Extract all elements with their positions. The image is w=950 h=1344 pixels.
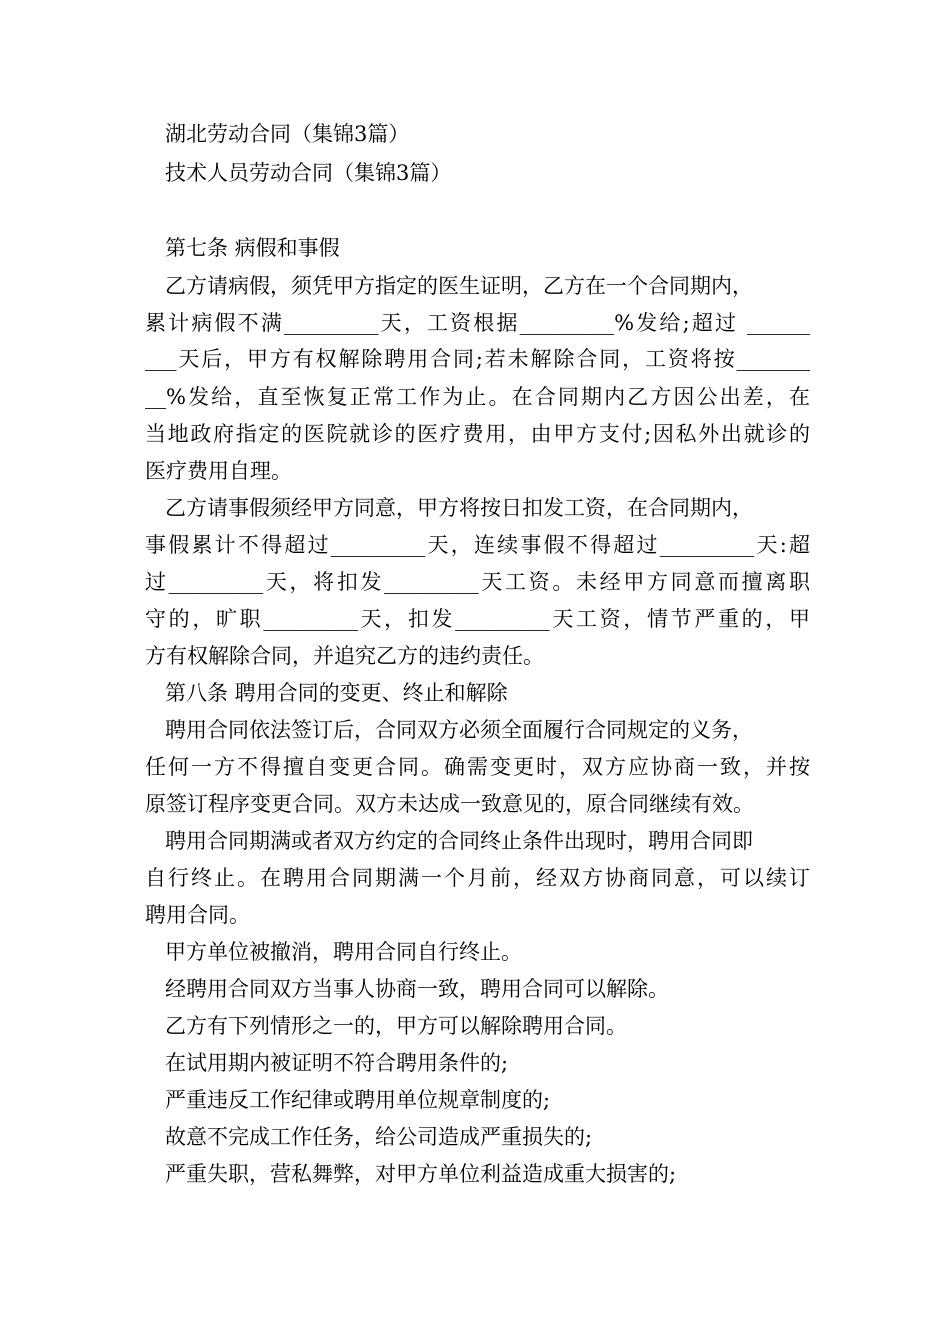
article7-para1-line: 当地政府指定的医院就诊的医疗费用，由甲方支付;因私外出就诊的 bbox=[145, 422, 810, 446]
doc-title-1: 湖北劳动合同（集锦3篇） bbox=[165, 122, 410, 146]
article8-item: 故意不完成工作任务，给公司造成严重损失的; bbox=[165, 1125, 593, 1149]
article8-item: 在试用期内被证明不符合聘用条件的; bbox=[165, 1051, 509, 1075]
article8-item: 乙方有下列情形之一的，甲方可以解除聘用合同。 bbox=[165, 1014, 627, 1038]
article7-para2-line: 乙方请事假须经甲方同意，甲方将按日扣发工资，在合同期内， bbox=[165, 496, 753, 520]
article7-heading: 第七条 病假和事假 bbox=[165, 236, 340, 260]
article8-para1-line: 任何一方不得擅自变更合同。确需变更时，双方应协商一致，并按 bbox=[145, 755, 810, 779]
article7-para2-line: 守的，旷职_________天，扣发_________天工资，情节严重的，甲 bbox=[145, 607, 810, 631]
article7-para1-line: 累计病假不满_________天，工资根据_________%发给;超过 ______ bbox=[145, 311, 810, 335]
article8-item: 甲方单位被撤消，聘用合同自行终止。 bbox=[165, 940, 522, 964]
article8-para2-line: 聘用合同期满或者双方约定的合同终止条件出现时，聘用合同即 bbox=[165, 829, 753, 853]
article7-para1-line: 乙方请病假，须凭甲方指定的医生证明，乙方在一个合同期内， bbox=[165, 274, 753, 298]
article7-para2-line: 方有权解除合同，并追究乙方的违约责任。 bbox=[145, 644, 544, 668]
article8-para1-line: 聘用合同依法签订后，合同双方必须全面履行合同规定的义务， bbox=[165, 718, 753, 742]
article7-para1-line: ___天后，甲方有权解除聘用合同;若未解除合同，工资将按_______ bbox=[145, 347, 810, 371]
article7-para2-line: 事假累计不得超过_________天，连续事假不得超过_________天:超 bbox=[145, 533, 810, 557]
article8-para2-line: 聘用合同。 bbox=[145, 903, 250, 927]
article7-para1-line: __%发给，直至恢复正常工作为止。在合同期内乙方因公出差，在 bbox=[145, 385, 810, 409]
article8-heading: 第八条 聘用合同的变更、终止和解除 bbox=[165, 681, 508, 705]
article8-item: 严重失职，营私舞弊，对甲方单位利益造成重大损害的; bbox=[165, 1162, 677, 1186]
article7-para1-line: 医疗费用自理。 bbox=[145, 459, 292, 483]
article8-para2-line: 自行终止。在聘用合同期满一个月前，经双方协商同意，可以续订 bbox=[145, 866, 810, 890]
article8-item: 经聘用合同双方当事人协商一致，聘用合同可以解除。 bbox=[165, 977, 669, 1001]
article7-para2-line: 过_________天，将扣发_________天工资。未经甲方同意而擅离职 bbox=[145, 570, 810, 594]
article8-para1-line: 原签订程序变更合同。双方未达成一致意见的，原合同继续有效。 bbox=[145, 792, 754, 816]
article8-item: 严重违反工作纪律或聘用单位规章制度的; bbox=[165, 1088, 551, 1112]
doc-title-2: 技术人员劳动合同（集锦3篇） bbox=[165, 161, 452, 185]
